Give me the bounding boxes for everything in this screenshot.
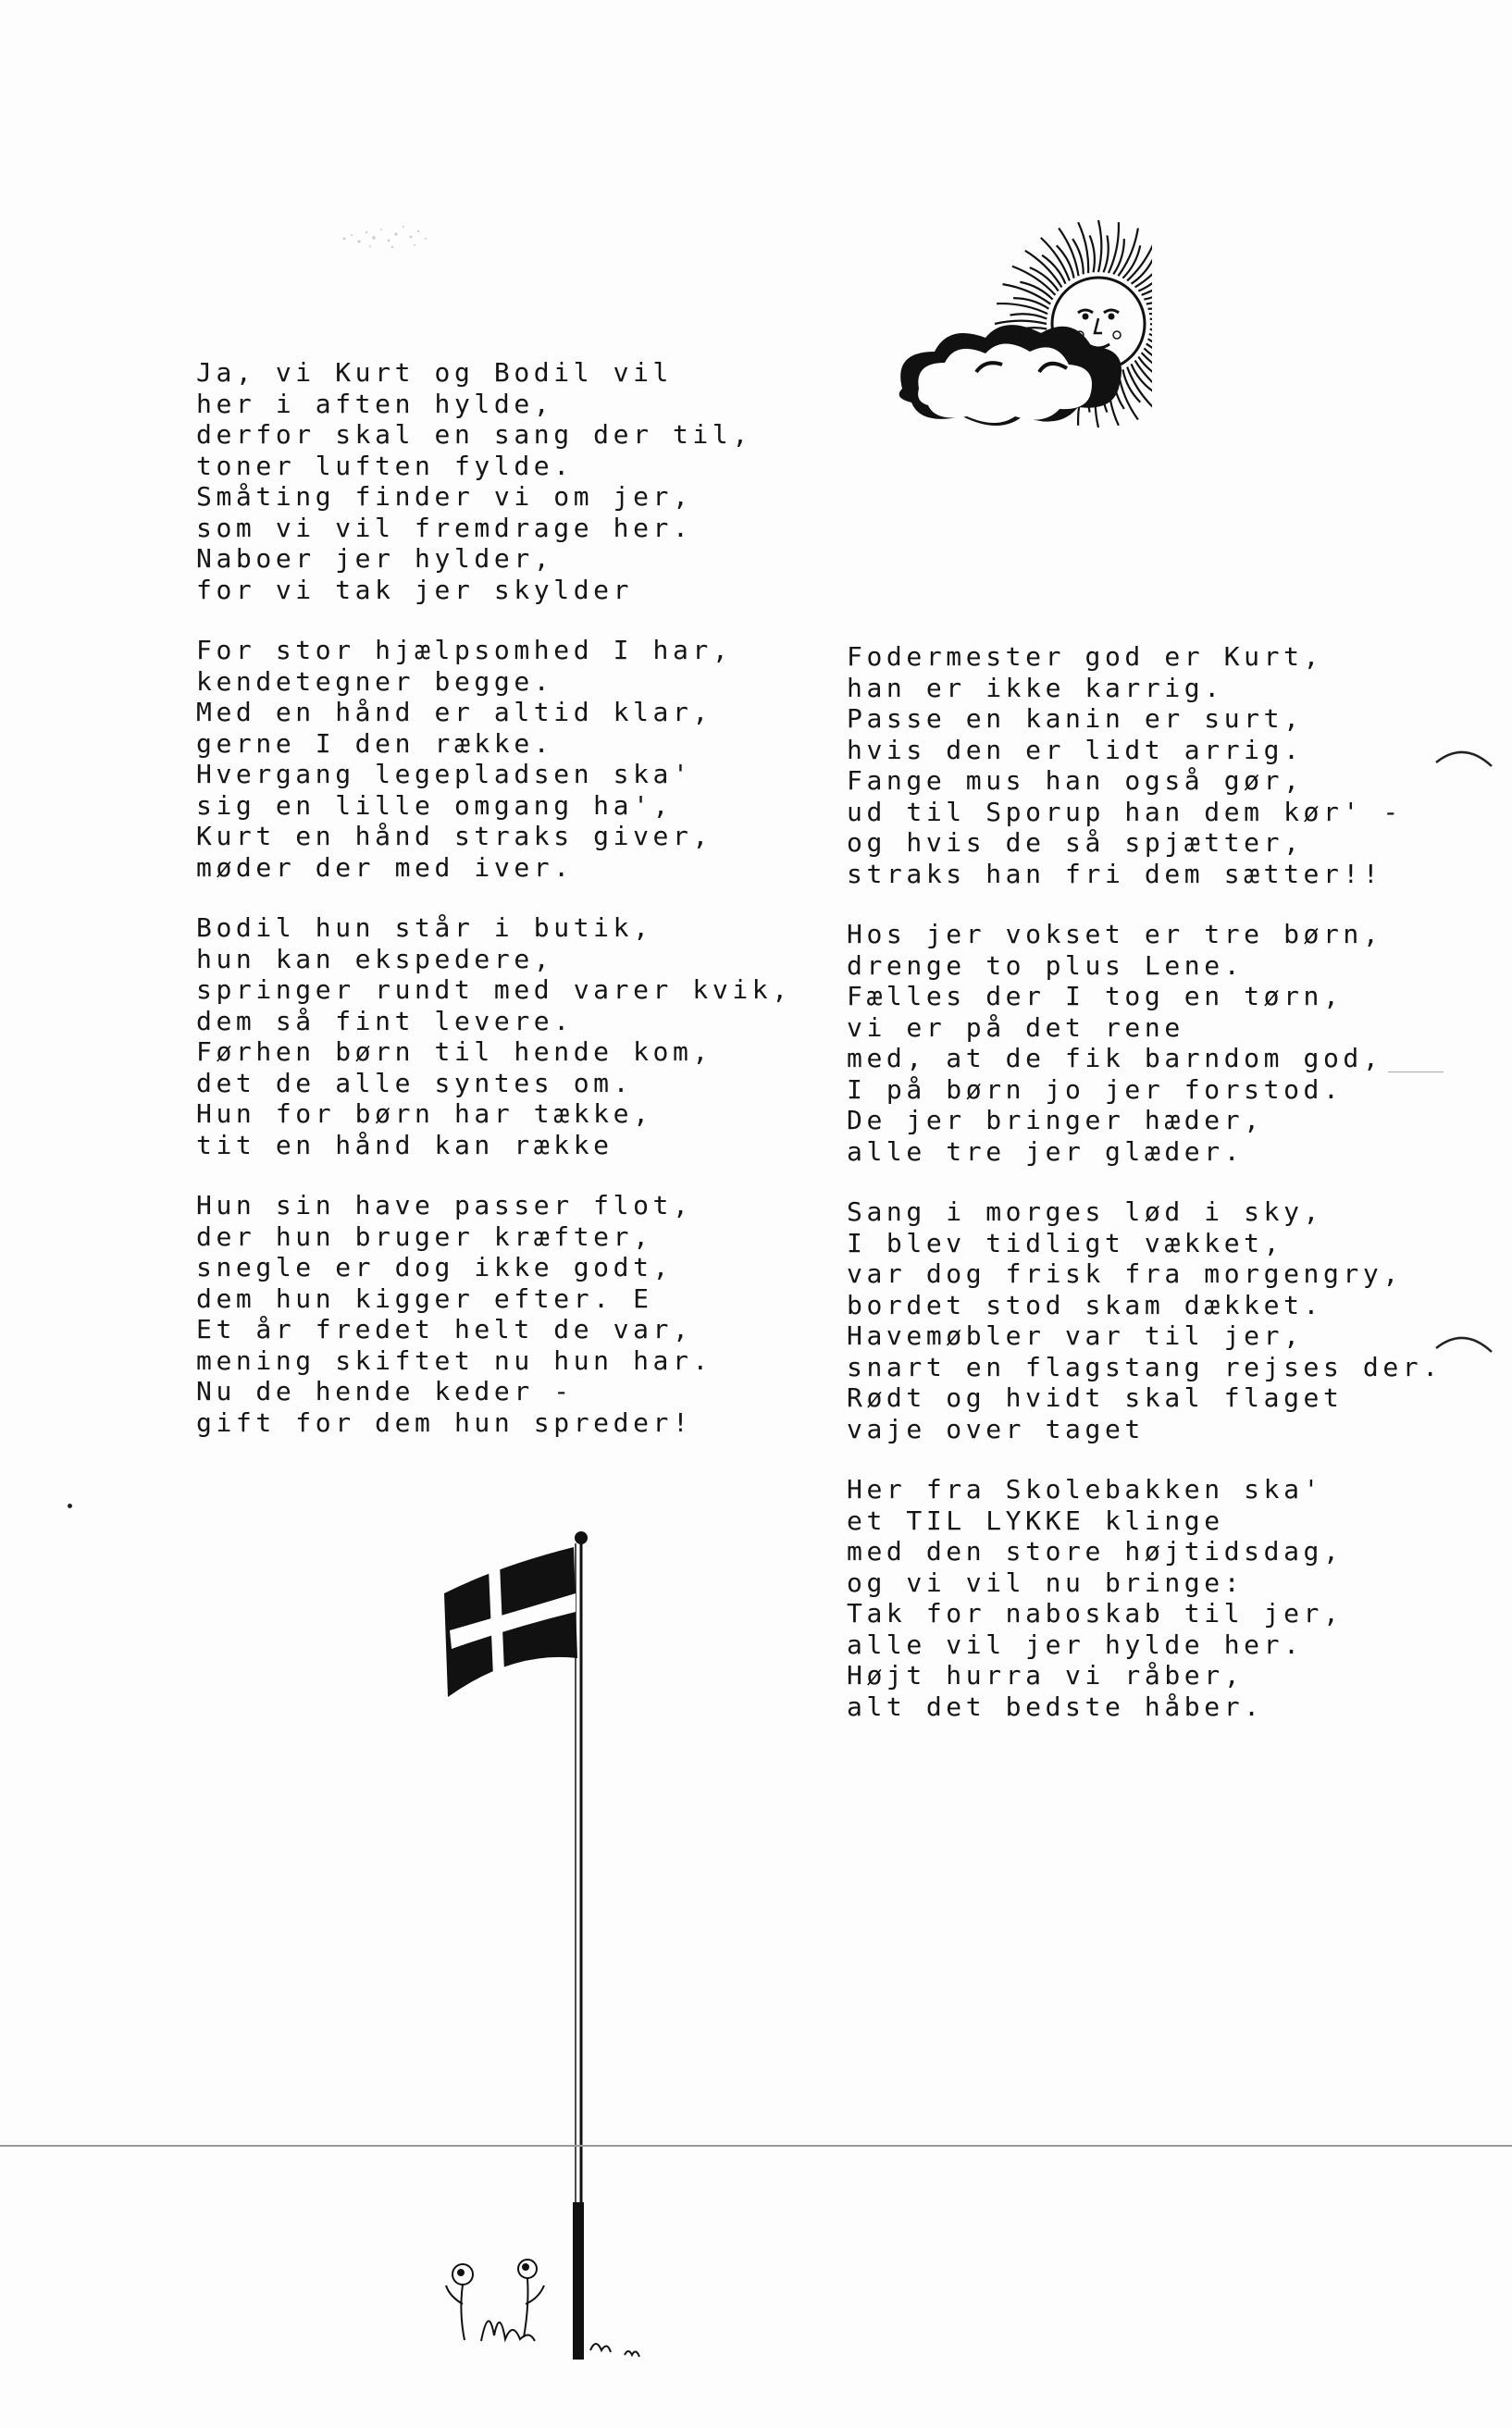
verse-line: I på børn jo jer forstod. — [847, 1073, 1344, 1105]
verse-line: Passe en kanin er surt, — [847, 703, 1304, 734]
verse — [196, 357, 788, 605]
verse-line: sig en lille omgang ha', — [196, 789, 673, 821]
verse-line: toner luften fylde. — [196, 450, 574, 481]
verse-line: dem hun kigger efter. E — [196, 1282, 653, 1314]
verse-line: Småting finder vi om jer, — [196, 481, 693, 512]
verse-line: han er ikke karrig. — [847, 672, 1224, 703]
verse-line: springer rundt med varer kvik, — [196, 974, 792, 1005]
verse-line: og hvis de så spjætter, — [847, 827, 1304, 858]
verse-line: Førhen børn til hende kom, — [196, 1036, 713, 1067]
verse — [196, 1190, 788, 1438]
verse-line: var dog frisk fra morgengry, — [847, 1258, 1403, 1289]
verse-line: hun kan ekspedere, — [196, 943, 554, 974]
verse-line: tit en hånd kan række — [196, 1129, 613, 1160]
verse-line: bordet stod skam dækket. — [847, 1289, 1323, 1320]
sun-with-face-behind-cloud-icon — [884, 213, 1152, 472]
verse-line: Fælles der I tog en tørn, — [847, 981, 1344, 1011]
punch-hole-mark — [1432, 740, 1497, 768]
verse-line: Fodermester god er Kurt, — [847, 641, 1323, 672]
verse-line: Havemøbler var til jer, — [847, 1320, 1304, 1351]
verse-line: Nu de hende keder - — [196, 1376, 574, 1406]
right-column — [847, 641, 1457, 1752]
verse-line: Rødt og hvidt skal flaget — [847, 1382, 1344, 1413]
verse-line: Her fra Skolebakken ska' — [847, 1474, 1323, 1505]
verse-line: for vi tak jer skylder — [196, 574, 634, 605]
verse — [847, 1196, 1457, 1444]
verse — [196, 912, 792, 1160]
verse-line: Højt hurra vi råber, — [847, 1660, 1245, 1691]
verse-line: alt det bedste håber. — [847, 1691, 1264, 1722]
verse-line: Hos jer vokset er tre børn, — [847, 919, 1383, 949]
verse — [847, 641, 1457, 889]
punch-hole-mark — [1432, 1326, 1497, 1354]
verse-line: derfor skal en sang der til, — [196, 419, 752, 450]
danish-flag-on-pole-icon — [426, 1518, 703, 2424]
verse-line: ud til Sporup han dem kør' - — [847, 796, 1403, 827]
verse-line: gerne I den række. — [196, 727, 554, 759]
verse-line: et TIL LYKKE klinge — [847, 1505, 1224, 1536]
verse-line: Med en hånd er altid klar, — [196, 697, 713, 727]
verse-line: De jer bringer hæder, — [847, 1105, 1264, 1135]
verse-line: Fange mus han også gør, — [847, 765, 1304, 796]
ink-smudge — [335, 218, 437, 255]
verse-line: alle tre jer glæder. — [847, 1135, 1245, 1167]
verse-line: kendetegner begge. — [196, 665, 554, 697]
verse-line: hvis den er lidt arrig. — [847, 734, 1304, 765]
verse-line: Kurt en hånd straks giver, — [196, 821, 713, 851]
verse-line: Hvergang legepladsen ska' — [196, 759, 693, 789]
verse-line: Sang i morges lød i sky, — [847, 1196, 1323, 1227]
verse-line: snegle er dog ikke godt, — [196, 1252, 673, 1282]
verse-line: Naboer jer hylder, — [196, 543, 554, 574]
verse-line: Tak for naboskab til jer, — [847, 1598, 1344, 1629]
verse-line: møder der med iver. — [196, 851, 574, 883]
verse-line: som vi vil fremdrage her. — [196, 512, 693, 543]
verse-line: Ja, vi Kurt og Bodil vil — [196, 357, 673, 388]
verse-line: dem så fint levere. — [196, 1005, 574, 1036]
stray-mark — [68, 1504, 72, 1508]
verse — [847, 1474, 1457, 1722]
verse-line: vaje over taget — [847, 1413, 1145, 1444]
verse-line: snart en flagstang rejses der. — [847, 1351, 1443, 1382]
left-column — [196, 357, 792, 1468]
verse-line: For stor hjælpsomhed I har, — [196, 635, 733, 665]
verse-line: Hun sin have passer flot, — [196, 1190, 693, 1220]
flowers-at-pole-base-icon — [426, 2260, 639, 2357]
verse-line: Bodil hun står i butik, — [196, 912, 653, 943]
verse-line: Hun for børn har tække, — [196, 1098, 653, 1129]
verse-line: og vi vil nu bringe: — [847, 1567, 1245, 1598]
verse-line: drenge to plus Lene. — [847, 949, 1245, 981]
verse-line: gift for dem hun spreder! — [196, 1406, 693, 1438]
verse-line: Et år fredet helt de var, — [196, 1314, 693, 1344]
verse — [196, 635, 788, 883]
verse-line: med, at de fik barndom god, — [847, 1043, 1383, 1073]
verse-line: det de alle syntes om. — [196, 1067, 634, 1098]
verse-line: I blev tidligt vækket, — [847, 1227, 1284, 1258]
verse-line: mening skiftet nu hun har. — [196, 1344, 713, 1376]
verse-line: her i aften hylde, — [196, 388, 554, 419]
verse-line: der hun bruger kræfter, — [196, 1220, 653, 1252]
scan-edge — [0, 2145, 1512, 2147]
verse — [847, 919, 1457, 1167]
verse-line: alle vil jer hylde her. — [847, 1629, 1304, 1660]
verse-line: med den store højtidsdag, — [847, 1536, 1344, 1567]
verse-line: straks han fri dem sætter!! — [847, 858, 1383, 889]
verse-line: vi er på det rene — [847, 1011, 1184, 1043]
